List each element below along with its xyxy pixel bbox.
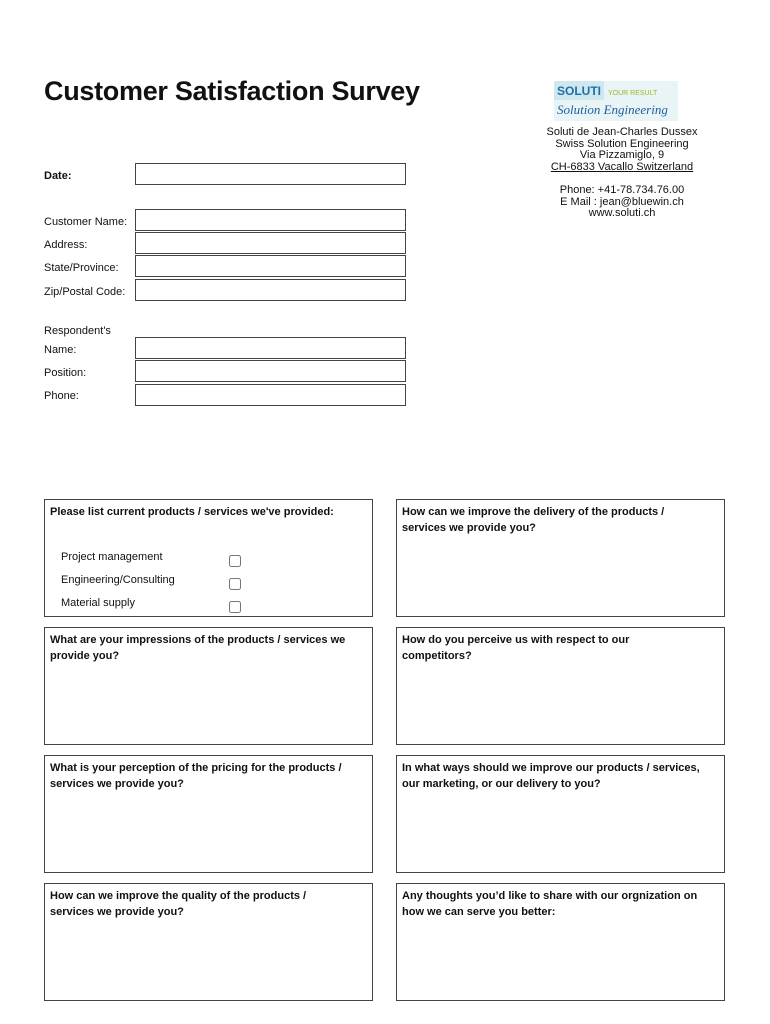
position-label: Position: [44, 367, 87, 379]
address-label: Address: [44, 239, 88, 251]
thoughts-box[interactable] [396, 883, 725, 1001]
zip-label: Zip/Postal Code: [44, 286, 126, 298]
project-management-checkbox[interactable] [229, 555, 241, 567]
company-phone: Phone: +41-78.734.76.00 [559, 184, 685, 196]
address-field[interactable] [135, 232, 406, 254]
zip-field[interactable] [135, 279, 406, 301]
customer-name-field[interactable] [135, 209, 406, 231]
material-supply-checkbox[interactable] [229, 601, 241, 613]
impressions-question: What are your impressions of the products / services we provide you? [50, 634, 346, 662]
position-field[interactable] [135, 360, 406, 382]
quality-question: How can we improve the quality of the products / services we provide you? [50, 890, 307, 918]
phone-field[interactable] [135, 384, 406, 406]
company-logo [554, 81, 678, 121]
company-contact [522, 185, 722, 220]
pricing-box[interactable] [44, 755, 373, 873]
svg-text:Solution Engineering: Solution Engineering [557, 102, 668, 117]
company-name: Soluti de Jean-Charles Dussex [546, 126, 698, 138]
respondent-name-field[interactable] [135, 337, 406, 359]
service-option-label: Engineering/Consulting [61, 574, 175, 586]
thoughts-question: Any thoughts you’d like to share with our orgnization on how we can serve you better: [402, 890, 698, 918]
phone-label: Phone: [44, 390, 79, 402]
improvements-box[interactable] [396, 755, 725, 873]
delivery-improvement-question: How can we improve the delivery of the products / services we provide you? [402, 506, 665, 534]
company-email: E Mail : jean@bluewin.ch [560, 195, 684, 208]
pricing-question: What is your perception of the pricing for the products / services we provide you? [50, 762, 342, 790]
customer-name-label: Customer Name: [44, 216, 128, 228]
quality-box[interactable] [44, 883, 373, 1001]
respondent-name-label: Name: [44, 344, 77, 356]
improvements-question: In what ways should we improve our products / services, our marketing, or our delivery to you? [402, 762, 700, 790]
services-box [44, 499, 373, 617]
service-option-label: Project management [61, 551, 163, 563]
competitors-question: How do you perceive us with respect to our competitors? [402, 634, 630, 662]
impressions-box[interactable] [44, 627, 373, 745]
svg-text:SOLUTI: SOLUTI [557, 84, 601, 98]
company-tagline: Swiss Solution Engineering [555, 137, 689, 150]
page-title: Customer Satisfaction Survey [44, 76, 420, 106]
state-field[interactable] [135, 255, 406, 277]
svg-text:YOUR RESULT: YOUR RESULT [608, 90, 658, 97]
company-website: www.soluti.ch [588, 207, 656, 219]
date-label: Date: [44, 170, 72, 182]
service-option-label: Material supply [61, 597, 135, 609]
competitors-box[interactable] [396, 627, 725, 745]
company-city: CH-6833 Vacallo Switzerland [550, 160, 694, 173]
company-address [522, 127, 722, 173]
state-label: State/Province: [44, 262, 119, 274]
date-field[interactable] [135, 163, 406, 185]
company-street: Via Pizzamiglo, 9 [579, 149, 665, 161]
services-question: Please list current products / services we've provided: [50, 506, 334, 518]
respondent-label: Respondent's [44, 325, 111, 337]
delivery-improvement-box[interactable] [396, 499, 725, 617]
engineering-consulting-checkbox[interactable] [229, 578, 241, 590]
